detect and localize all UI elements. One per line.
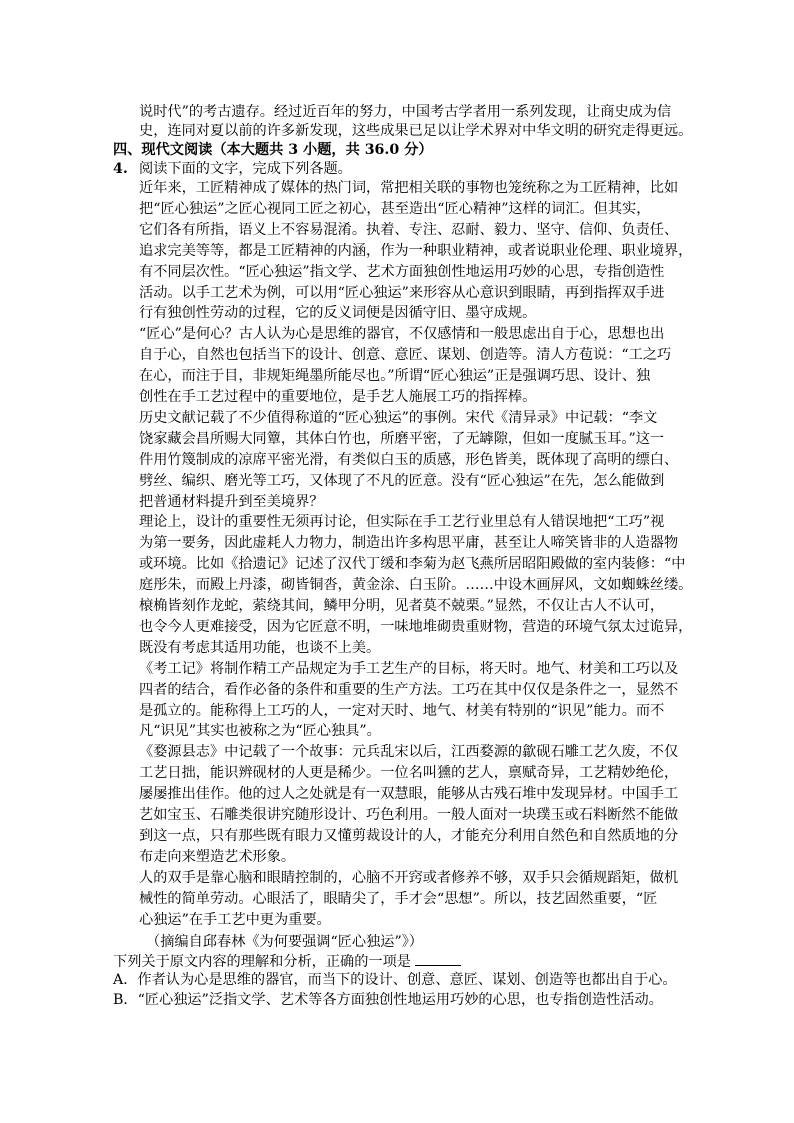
passage-line: 《考工记》将制作精工产品规定为手工艺生产的目标，将天时。地气、材美和工巧以及 — [139, 660, 679, 677]
passage-line: 它们各有所指，语义上不容易混淆。执着、专注、忍耐、毅力、坚守、信仰、负责任、 — [139, 221, 679, 238]
passage-line: 艺如宝玉、石雕类很讲究随形设计、巧色利用。一般人面对一块璞玉或石料断然不能做 — [139, 807, 679, 823]
passage-line: 四者的结合，看作必备的条件和重要的生产方法。工巧在其中仅仅是条件之一，显然不 — [139, 681, 679, 698]
passage-line: 件用竹篾制成的凉席平密光滑，有类似白玉的质感，形色皆美，既体现了高明的缥白、 — [139, 451, 679, 468]
passage-line: 行有独创性劳动的过程，它的反义词便是因循守旧、墨守成规。 — [139, 305, 537, 322]
passage-line: 自于心，自然也包括当下的设计、创意、意匠、谋划、创造等。清人方苞说：“工之巧 — [139, 347, 672, 364]
question-prompt-text: 下列关于原文内容的理解和分析，正确的一项是 — [113, 954, 411, 970]
passage-line: 榱桷皆刻作龙蛇，萦绕其间，鳞甲分明，见者莫不兢栗。”显然，不仅让古人不认可， — [139, 598, 665, 614]
passage-line: 是孤立的。能称得上工巧的人，一定对天时、地气、材美有特别的“识见”能力。而不 — [139, 702, 665, 719]
passage-line: 在心，而注于目，非规矩绳墨所能尽也。”所谓“匠心独运”正是强调巧思、设计、独 — [139, 368, 651, 385]
question-prompt — [113, 951, 461, 972]
passage-line: 也令今人更难接受，因为它匠意不明，一味地堆砌贵重财物，营造的环境气氛太过诡异， — [139, 618, 693, 635]
passage-line: 布走向来塑造艺术形象。 — [139, 848, 296, 865]
section-heading: 四、现代文阅读（本大题共 3 小题，共 36.0 分） — [113, 142, 433, 158]
passage-line: 凡“识见”其实也被称之为“匠心独具”。 — [139, 723, 381, 740]
passage-line: 既没有考虑其适用功能，也谈不上美。 — [139, 639, 381, 656]
option-b: B．“匠心独运”泛指文学、艺术等各方面独创性地运用巧妙的心思，也专指创造性活动。 — [113, 992, 663, 1008]
passage-line: 饶家藏会昌所赐大同簟，其体白竹也，所磨平密，了无罅隙，但如一度腻玉耳。”这一 — [139, 430, 665, 447]
passage-line: 屡屡推出佳作。他的过人之处就是有一双慧眼，能够从古残石堆中发现异材。中国手工 — [139, 786, 679, 803]
passage-line: 创性在手工艺过程中的重要地位，是手艺人施展工巧的指挥棒。 — [139, 389, 537, 405]
passage-line: 活动。以手工艺术为例，可以用“匠心独运”来形容从心意识到眼睛，再到指挥双手进 — [139, 284, 665, 301]
passage-source: （摘编自邱春林《为何要强调“匠心独运”》） — [146, 934, 423, 950]
passage-line: 或环境。比如《拾遗记》记述了汉代丁缓和李菊为赵飞燕所居昭阳殿做的室内装修：“中 — [139, 556, 686, 573]
passage-line: 劈丝、编织、磨光等工巧，又体现了不凡的匠意。没有“匠心独运”在先，怎么能做到 — [139, 472, 665, 489]
question-instruction: 阅读下面的文字，完成下列各题。 — [139, 161, 352, 177]
passage-line: 理论上，设计的重要性无须再讨论，但实际在手工艺行业里总有人错误地把“工巧”视 — [139, 514, 665, 531]
passage-line: 人的双手是靠心脑和眼睛控制的，心脑不开窍或者修养不够，双手只会循规蹈矩，做机 — [139, 869, 679, 886]
passage-line: 把普通材料提升到至美境界？ — [139, 493, 324, 510]
passage-line: 心独运”在手工艺中更为重要。 — [139, 911, 331, 928]
intro-line: 说时代”的考古遗存。经过近百年的努力，中国考古学者用一系列发现，让商史成为信 — [139, 104, 672, 120]
intro-line: 史，连同对夏以前的许多新发现，这些成果已足以让学术界对中华文明的研究走得更远。 — [139, 123, 693, 139]
passage-line: 械性的简单劳动。心眼活了，眼睛尖了，手才会“思想”。所以，技艺固然重要，“匠 — [139, 890, 658, 907]
option-a: A．作者认为心是思维的器官，而当下的设计、创意、意匠、谋划、创造等也都出自于心。 — [113, 972, 677, 988]
passage-line: 《婺源县志》中记载了一个故事：元兵乱宋以后，江西婺源的歙砚石雕工艺久废，不仅 — [139, 744, 679, 761]
passage-line: 到这一点，只有那些既有眼力又懂剪裁设计的人，才能充分利用自然色和自然质地的分 — [139, 827, 679, 844]
passage-line: 有不同层次性。“匠心独运”指文学、艺术方面独创性地运用巧妙的心思，专指创造性 — [139, 263, 665, 280]
passage-line: “匠心”是何心？古人认为心是思维的器官，不仅感情和一般思虑出自于心，思想也出 — [139, 326, 665, 343]
answer-blank — [415, 951, 461, 966]
passage-line: 庭彤朱，而殿上丹漆，砌皆铜沓，黄金涂、白玉阶。……中设木画屏风，文如蜘蛛丝缕。 — [139, 577, 693, 594]
passage-line: 工艺日拙，能识辨砚材的人更是稀少。一位名叫獯的艺人，禀赋奇异，工艺精妙绝伦， — [139, 765, 679, 782]
passage-line: 追求完美等等，都是工匠精神的内涵，作为一种职业精神，或者说职业伦理、职业境界， — [139, 242, 693, 259]
passage-line: 把“匠心独运”之匠心视同工匠之初心，甚至造出“匠心精神”这样的词汇。但其实， — [139, 200, 651, 217]
passage-line: 为第一要务，因此虚耗人力物力，制造出许多构思平庸，甚至让人啼笑皆非的人造器物 — [139, 535, 679, 552]
question-number: 4. — [113, 161, 128, 177]
passage-line: 近年来，工匠精神成了媒体的热门词，常把相关联的事物也笼统称之为工匠精神，比如 — [139, 180, 679, 196]
passage-line: 历史文献记载了不少值得称道的“匠心独运”的事例。宋代《清异录》中记载：“李文 — [139, 409, 658, 426]
